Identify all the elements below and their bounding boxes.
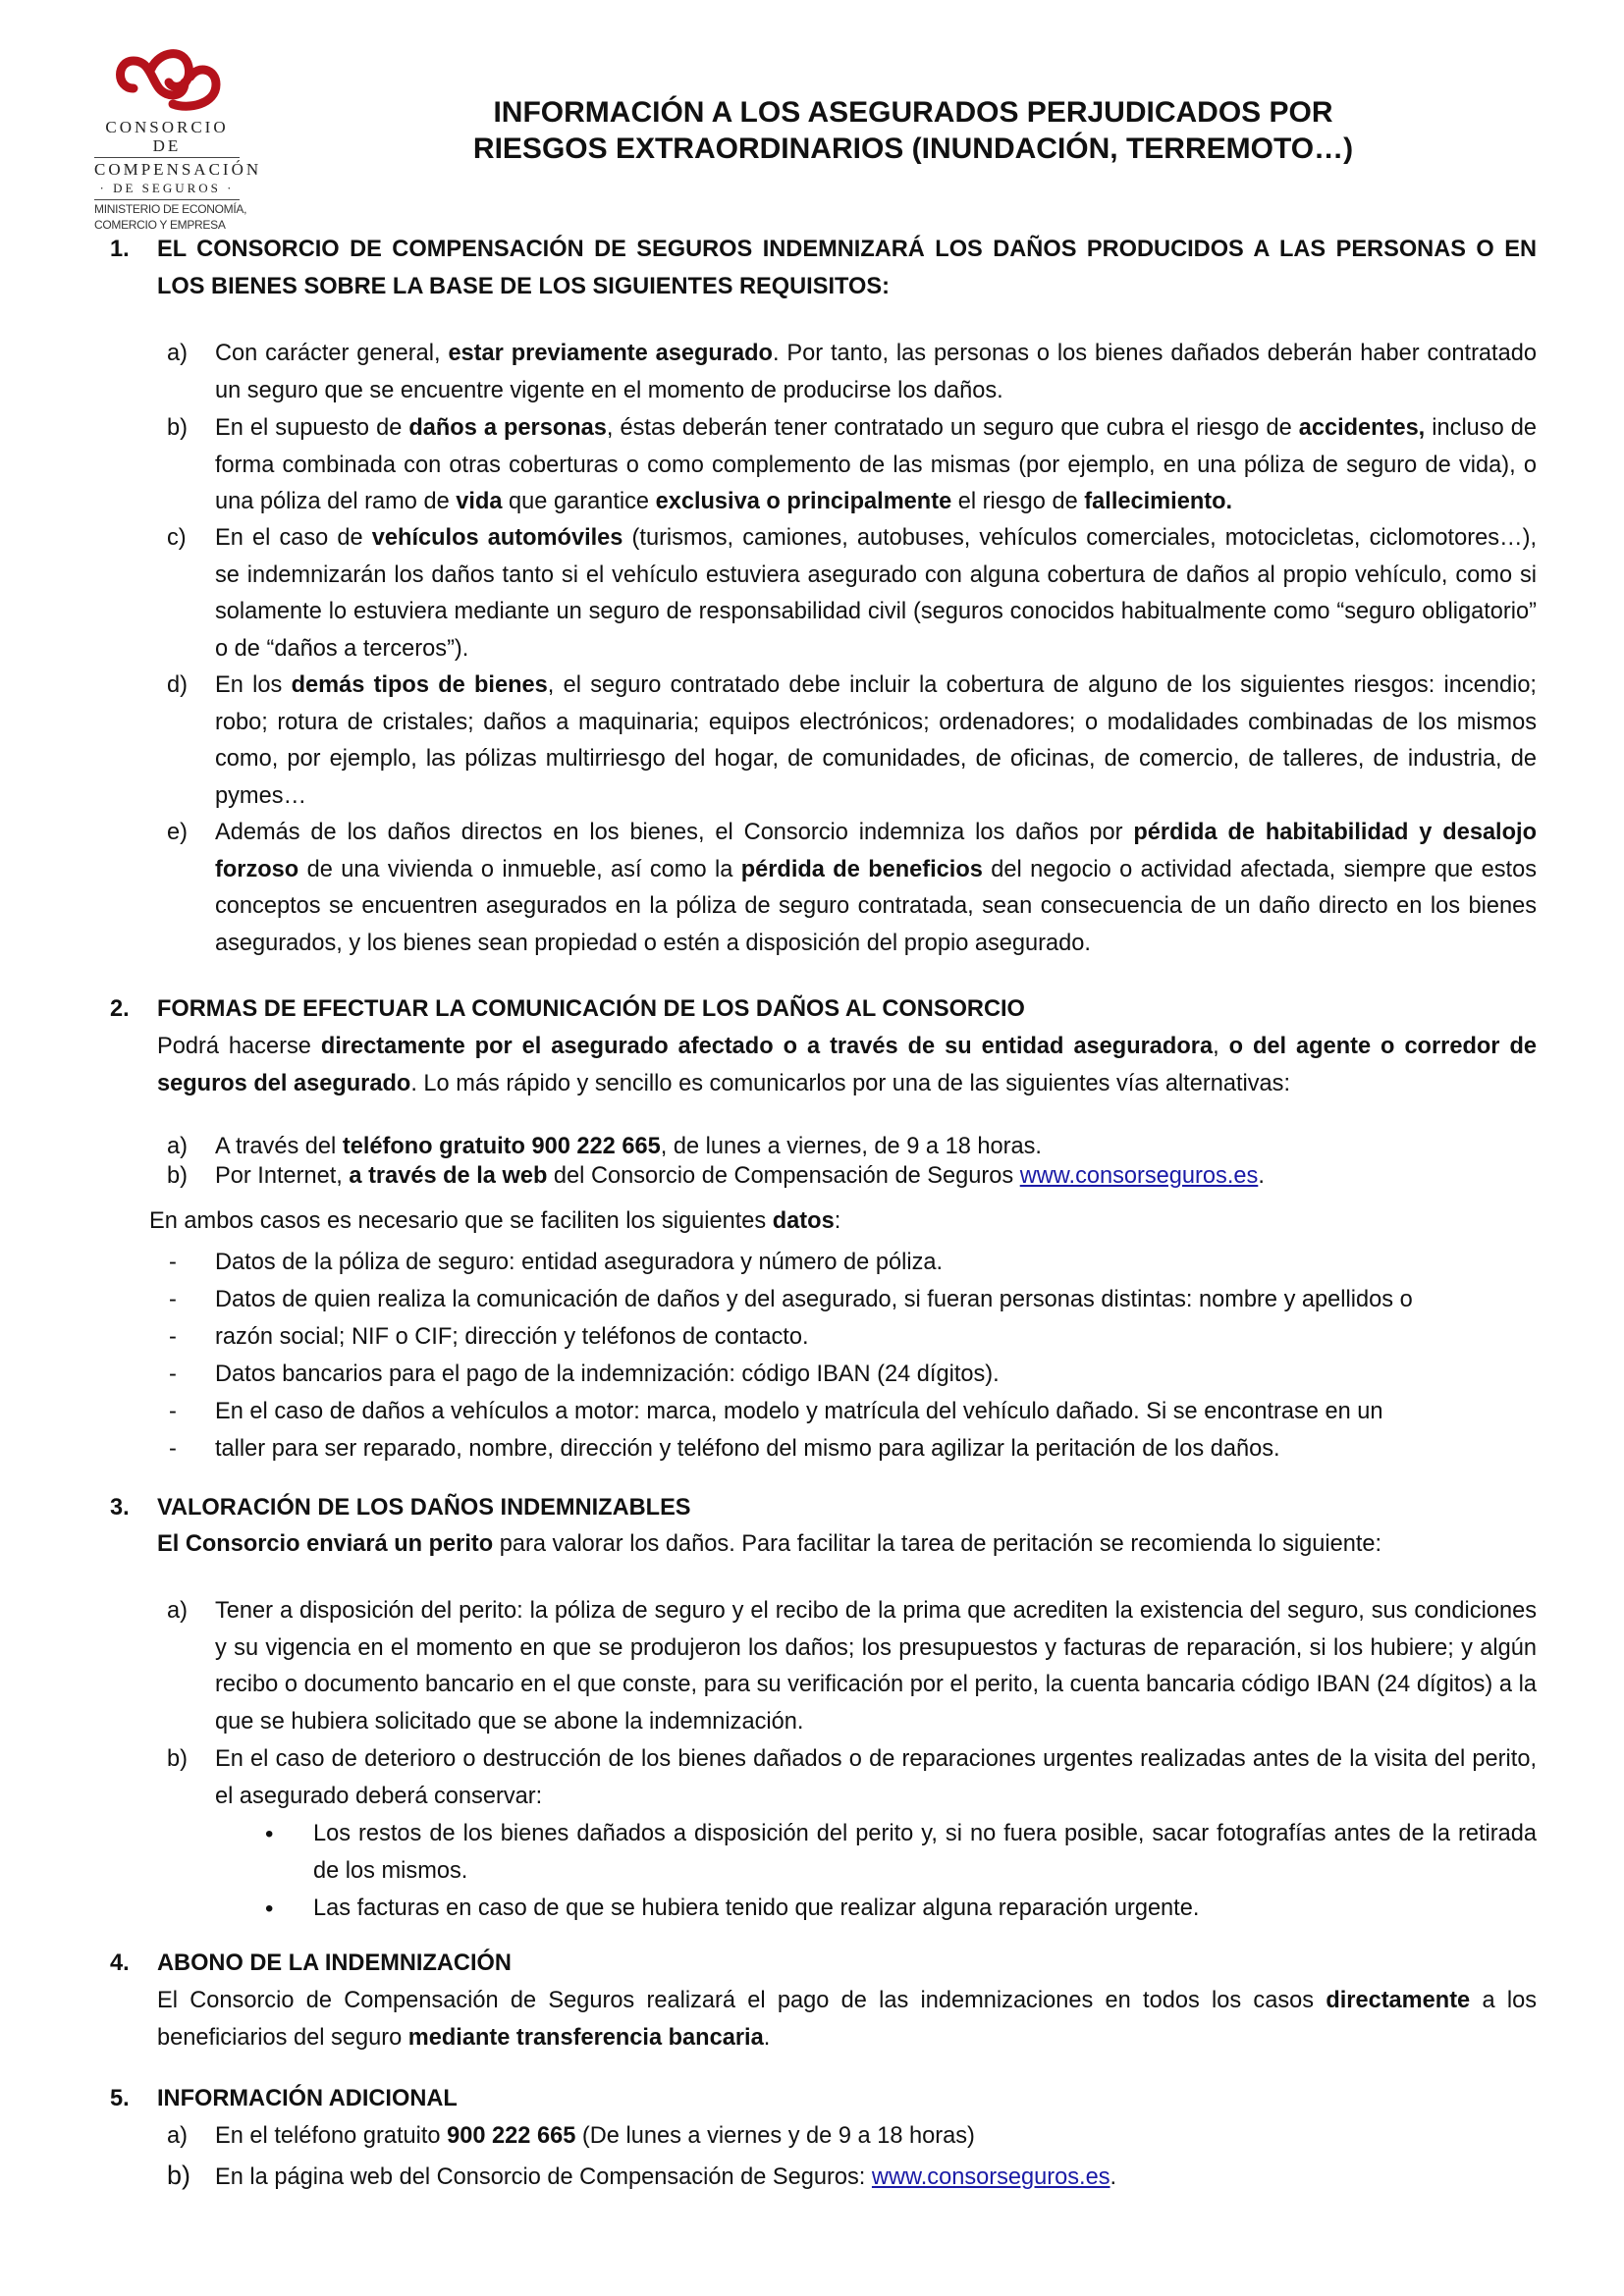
text-run: que garantice [502,489,656,515]
text-run: , el seguro contratado debe incluir la cobertura de alguno de los siguientes riesgos: incendio; robo; rotura de cristales; daños a maquinaria; equipos electrónicos; ordenadores; o modalidades combinadas de los mismos como, por ejemplo, las pólizas multirriesgo del hogar, de comunidades, de oficinas, de comercio, de talleres, de industria, de pymes… [215,672,1537,809]
s5-b-text [215,2160,1537,2197]
section-2-number: 2. [110,996,130,1022]
logo-line-3: · DE SEGUROS · [99,181,235,195]
bold-run: accidentes, [1298,415,1426,441]
title-line-2: RIESGOS EXTRAORDINARIOS (INUNDACIÓN, TERREMOTO…) [472,133,1354,165]
bold-run: mediante transferencia bancaria [407,2024,764,2051]
text-run: En ambos casos es necesario que se faciliten los siguientes [149,1208,773,1234]
s2-b-text [215,1158,1537,1196]
text-run: Con carácter general, [215,341,449,366]
section-1-heading: EL CONSORCIO DE COMPENSACIÓN DE SEGUROS INDEMNIZARÁ LOS DAÑOS PRODUCIDOS A LAS PERSONAS O EN LOS BIENES SOBRE LA BASE DE LOS SIGUIENTES REQUISITOS: [157,237,1537,299]
text-run: del negocio o actividad afectada, siempre que estos conceptos se encuentren asegurados en la póliza de seguro contratada, sean consecuencia de un daño directo en los bienes asegurados, y los bienes sean propiedad o estén a disposición del propio asegurado. [215,856,1537,956]
bold-run: estar previamente asegurado [448,341,773,366]
logo-line-2: COMPENSACIÓN [94,160,262,179]
s2-a-label: a) [167,1134,188,1159]
bullet-item: Los restos de los bienes dañados a disposición del perito y, si no fuera posible, sacar fotografías antes de la retirada de los mismos. [313,1821,1537,1884]
s3-intro [157,1526,1537,1564]
consorcio-logo-mark-icon [94,39,242,118]
bullet-item: Las facturas en caso de que se hubiera tenido que realizar alguna reparación urgente. [313,1896,1200,1921]
section-3-heading: VALORACIÓN DE LOS DAÑOS INDEMNIZABLES [157,1495,691,1521]
list-dash: - [169,1362,177,1387]
s1-e-label: e) [167,820,188,845]
bold-run: teléfono gratuito 900 222 665 [342,1134,661,1159]
bold-run: daños a personas [408,415,607,441]
text-run: El Consorcio de Compensación de Seguros realizará el pago de las indemnizaciones en todos los casos [157,1988,1326,2013]
bold-run: directamente [1326,1988,1471,2013]
s1-d-label: d) [167,672,188,698]
bold-run: El Consorcio enviará un perito [157,1531,494,1557]
s1-d-text [215,667,1537,815]
list-dash: - [169,1324,177,1350]
list-dash: - [169,1436,177,1462]
text-run: , [1213,1034,1229,1059]
text-run: incluso de forma combinada con otras coberturas o como complemento de las mismas (por ejemplo, en una póliza de seguro de vida), o una póliza del ramo de [215,415,1537,515]
text-run: para valorar los daños. Para facilitar la tarea de peritación se recomienda lo siguiente: [493,1531,1382,1557]
text-run: del Consorcio de Compensación de Seguros [547,1163,1020,1189]
text-run: Además de los daños directos en los bienes, el Consorcio indemniza los daños por [215,820,1134,845]
s3-a-label: a) [167,1598,188,1624]
s2-datos-intro [149,1203,840,1241]
bold-run: 900 222 665 [447,2123,576,2149]
text-run: Por Internet, [215,1163,350,1189]
consorcio-logo [94,39,261,232]
s1-a-text [215,336,1537,409]
logo-rule-2 [94,199,240,200]
text-run: . Lo más rápido y sencillo es comunicarlos por una de las siguientes vías alternativas: [410,1070,1291,1096]
list-item: taller para ser reparado, nombre, dirección y teléfono del mismo para agilizar la peritación de los daños. [215,1436,1280,1462]
page-title [373,94,1453,167]
text-run: En la página web del Consorcio de Compensación de Seguros: [215,2164,872,2190]
list-dash: - [169,1287,177,1312]
section-5-number: 5. [110,2086,130,2111]
bold-run: pérdida de beneficios [740,856,983,882]
text-run: . [1258,1163,1265,1189]
list-item: Datos bancarios para el pago de la indemnización: código IBAN (24 dígitos). [215,1362,1000,1387]
s3-b-label: b) [167,1746,188,1772]
logo-ministry-1: MINISTERIO DE ECONOMÍA, [94,202,247,216]
list-dash: - [169,1250,177,1275]
consorseguros-link[interactable]: www.consorseguros.es [1019,1163,1259,1189]
section-5-heading: INFORMACIÓN ADICIONAL [157,2086,458,2111]
bold-run: directamente por el asegurado afectado o a través de su entidad aseguradora [320,1034,1214,1059]
s3-a-text: Tener a disposición del perito: la póliza de seguro y el recibo de la prima que acrediten la existencia del seguro, sus condiciones y su vigencia en el momento en que se produjeron los daños; los presupuestos y facturas de reparación, si los hubiere; y algún recibo o documento bancario en el que conste, para su verificación por el perito, la cuenta bancaria código IBAN (24 dígitos) a la que se hubiera solicitado que se abone la indemnización. [215,1598,1537,1735]
bold-run: demás tipos de bienes [291,672,548,698]
logo-ministry-2: COMERCIO Y EMPRESA [94,218,226,232]
s1-b-text [215,410,1537,521]
text-run: En los [215,672,292,698]
list-item: razón social; NIF o CIF; dirección y teléfonos de contacto. [215,1324,809,1350]
text-run: . [763,2024,771,2051]
text-run: de una vivienda o inmueble, así como la [298,856,741,882]
bold-run: fallecimiento. [1084,489,1233,515]
bold-run: pérdida de habitabilidad y desalojo forzoso [215,820,1537,882]
text-run: En el teléfono gratuito [215,2123,448,2149]
text-run: En el supuesto de [215,415,409,441]
bold-run: vida [456,489,503,515]
text-run: el riesgo de [951,489,1085,515]
bold-run: datos [772,1208,835,1234]
text-run: , de lunes a viernes, de 9 a 18 horas. [660,1134,1042,1159]
section-2-heading: FORMAS DE EFECTUAR LA COMUNICACIÓN DE LOS DAÑOS AL CONSORCIO [157,996,1025,1022]
s4-text [157,1983,1537,2056]
s1-e-text [215,815,1537,962]
text-run: Podrá hacerse [157,1034,321,1059]
logo-line-1: CONSORCIO DE [105,118,229,155]
text-run: . Por tanto, las personas o los bienes dañados deberán haber contratado un seguro que se encuentre vigente en el momento de producirse los daños. [215,341,1537,403]
list-item: Datos de la póliza de seguro: entidad aseguradora y número de póliza. [215,1250,944,1275]
s1-c-label: c) [167,525,187,551]
text-run: (turismos, camiones, autobuses, vehículos comerciales, motocicletas, ciclomotores…), se indemnizarán los daños tanto si el vehículo estuviera asegurado con alguna cobertura de daños al propio vehículo, como si solamente lo estuviera mediante un seguro de responsabilidad civil (seguros conocidos habitualmente como “seguro obligatorio” o de “daños a terceros”). [215,525,1537,662]
bold-run: a través de la web [349,1163,548,1189]
text-run: : [834,1208,841,1234]
s3-b-text: En el caso de deterioro o destrucción de los bienes dañados o de reparaciones urgentes realizadas antes de la visita del perito, el asegurado deberá conservar: [215,1746,1537,1809]
s1-a-label: a) [167,341,188,366]
section-3-number: 3. [110,1495,130,1521]
s5-a-text [215,2118,1537,2156]
text-run: En el caso de [215,525,372,551]
section-4-number: 4. [110,1950,130,1976]
title-line-1: INFORMACIÓN A LOS ASEGURADOS PERJUDICADOS POR [493,96,1333,129]
text-run: . [1110,2164,1117,2190]
s2-b-label: b) [167,1163,188,1189]
section-4-heading: ABONO DE LA INDEMNIZACIÓN [157,1950,512,1976]
list-item: En el caso de daños a vehículos a motor: marca, modelo y matrícula del vehículo dañado. Si se encontrase en un [215,1399,1383,1424]
bold-run: vehículos automóviles [371,525,623,551]
section-1-number: 1. [110,237,130,262]
bold-run: o del agente o corredor de seguros del asegurado [157,1034,1537,1096]
s5-a-label: a) [167,2123,188,2149]
text-run: , éstas deberán tener contratado un seguro que cubra el riesgo de [606,415,1299,441]
text-run: (De lunes a viernes y de 9 a 18 horas) [575,2123,975,2149]
bullet-icon: • [265,1896,274,1922]
bold-run: exclusiva o principalmente [655,489,952,515]
s1-c-text [215,520,1537,667]
text-run: a los beneficiarios del seguro [157,1988,1537,2051]
logo-rule [94,157,240,158]
s1-b-label: b) [167,415,188,441]
consorseguros-link[interactable]: www.consorseguros.es [871,2164,1110,2190]
list-dash: - [169,1399,177,1424]
list-item: Datos de quien realiza la comunicación de daños y del asegurado, si fueran personas distintas: nombre y apellidos o [215,1287,1413,1312]
s5-b-label: b) [167,2161,191,2190]
bullet-icon: • [265,1821,274,1847]
text-run: A través del [215,1134,343,1159]
s2-intro [157,1029,1537,1102]
